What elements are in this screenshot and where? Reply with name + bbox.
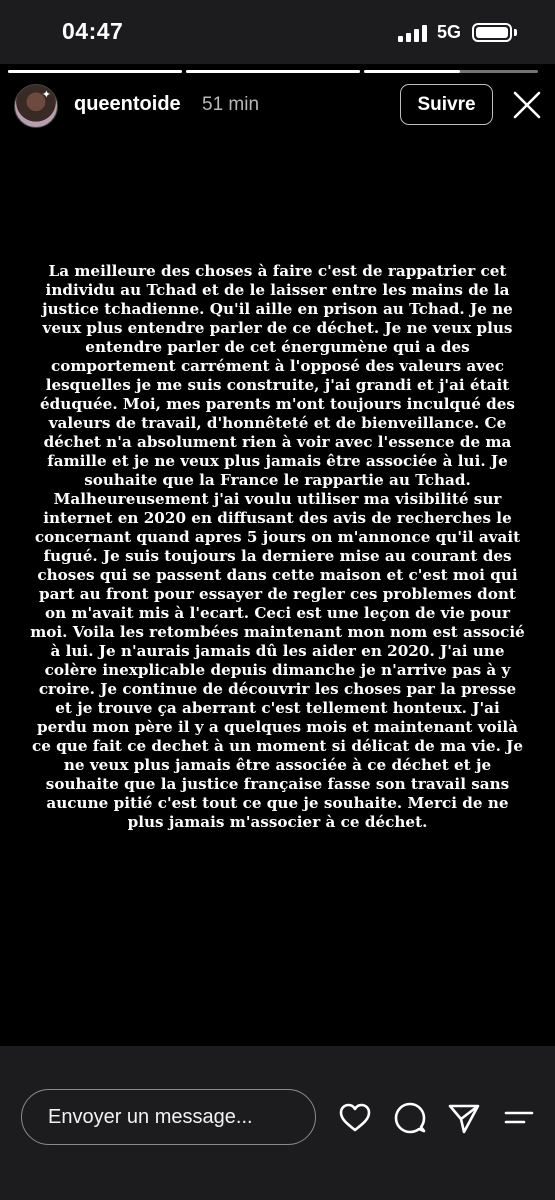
share-icon[interactable] [447, 1101, 481, 1135]
avatar[interactable] [14, 84, 58, 128]
comment-icon[interactable] [393, 1101, 427, 1135]
progress-segment [364, 70, 538, 73]
reply-bar [0, 1046, 555, 1200]
status-bar [0, 0, 555, 64]
network-label: 5G [437, 22, 462, 42]
heart-icon[interactable] [338, 1101, 372, 1135]
username[interactable]: queentoide [74, 93, 181, 115]
message-input[interactable] [21, 1089, 316, 1145]
progress-segment [186, 70, 360, 73]
progress-segment [8, 70, 182, 73]
follow-button[interactable]: Suivre [400, 84, 493, 125]
story-card[interactable] [0, 64, 555, 1046]
battery-tip [514, 29, 517, 36]
sparkle-icon: ✦ [41, 89, 51, 101]
story-text: La meilleure des choses à faire c'est de rappatrier cet individu au Tchad et de le laisser entre les mains de la justice tchadienne. Qu'il aille en prison au Tchad. Je ne veux plus entendre parler de ce déchet. Je ne veux plus entendre parler de cet énergumène qui a des comportement carrément à l'opposé des valeurs avec lesquelles je me suis construite, j'ai grandi et j'ai était éduquée. Moi, mes parents m'ont toujours inculqué des valeurs de travail, d'honnêteté et de bienveillance. Ce déchet n'a absolument rien à voir avec l'essence de ma famille et je ne veux plus jamais être associée à lui. Je souhaite que la France le rappartie au Tchad. Malheureusement j'ai voulu utiliser ma visibilité sur internet en 2020 en diffusant des avis de recherches le concernant quand apres 5 jours on m'annonce qu'il avait fugué. Je suis toujours la derniere mise au courant des choses qui se passent dans cette maison et c'est moi qui part au front pour essayer de regler ces problemes dont on m'avait mis à l'ecart. Ceci est une leçon de vie pour moi. Voila les retombées maintenant mon nom est associé à lui. Je n'aurais jamais dû les aider en 2020. J'ai une colère inexplicable depuis dimanche je n'arrive pas à y croire. Je continue de découvrir les choses par la presse et je trouve ça aberrant c'est tellement honteux. J'ai perdu mon père il y a quelques mois et maintenant voilà ce que fait ce dechet à un moment si délicat de ma vie. Je ne veux plus jamais être associée à ce déchet et je souhaite que la justice française fasse son travail sans aucune pitié c'est tout ce que je souhaite. Merci de ne plus jamais m'associer à ce déchet. [30, 262, 525, 831]
story-header [14, 84, 541, 128]
clock: 04:47 [62, 18, 124, 44]
close-icon[interactable] [512, 90, 542, 120]
battery-icon [472, 23, 512, 42]
signal-icon [398, 25, 428, 42]
menu-icon[interactable] [502, 1101, 536, 1135]
story-progress [8, 70, 547, 73]
post-time: 51 min [202, 94, 260, 115]
